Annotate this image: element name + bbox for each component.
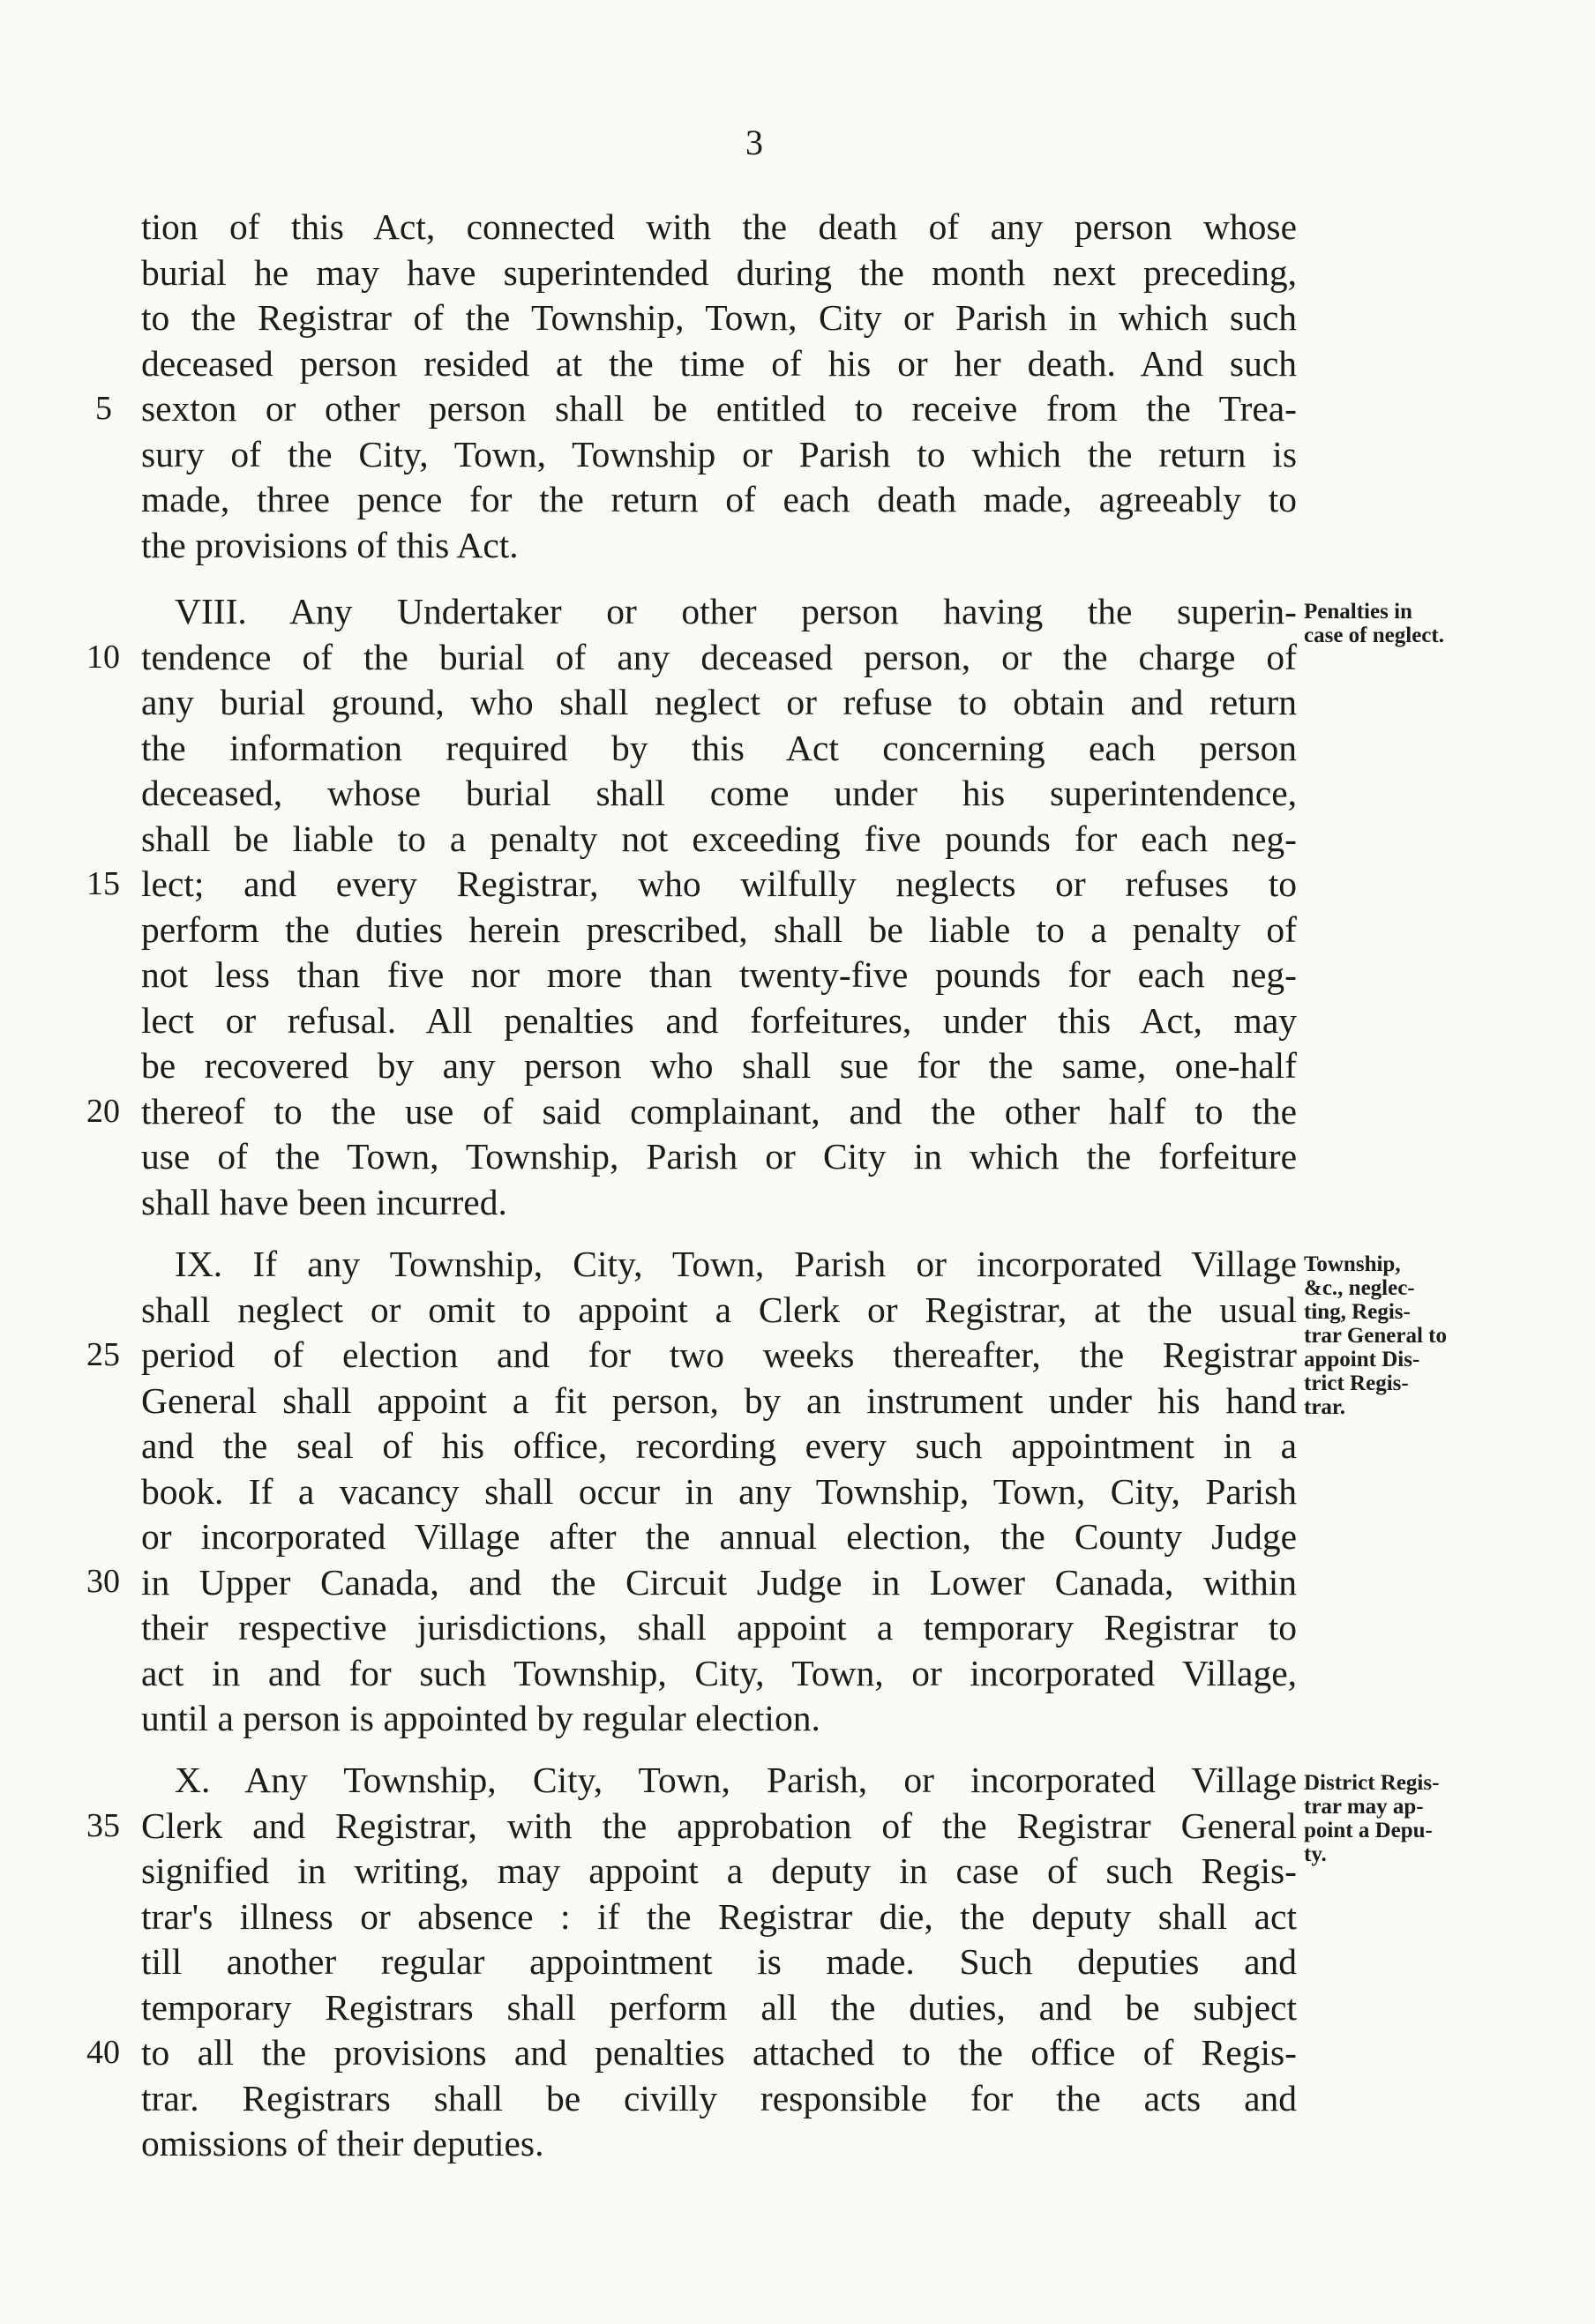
- margin-note-line: Township,: [1304, 1252, 1401, 1276]
- margin-note-line: trar.: [1304, 1395, 1345, 1419]
- section-heading-line: X. Any Township, City, Town, Parish, or incorporated Village: [175, 1760, 1297, 1800]
- text-line: Clerk and Registrar, with the approbation of the Registrar General: [141, 1805, 1297, 1846]
- margin-note-line: case of neglect.: [1304, 624, 1444, 647]
- text-line: sury of the City, Town, Township or Parish to which the return is: [141, 433, 1297, 475]
- text-line: temporary Registrars shall perform all the duties, and be subject: [141, 1986, 1297, 2028]
- section-heading-line: VIII. Any Undertaker or other person having the superin-: [175, 591, 1297, 631]
- text-line: trar. Registrars shall be civilly responsible for the acts and: [141, 2077, 1297, 2119]
- text-line: and the seal of his office, recording every such appointment in a: [141, 1425, 1297, 1466]
- text-line: their respective jurisdictions, shall appoint a temporary Registrar to: [141, 1607, 1297, 1648]
- text-line: deceased person resided at the time of his or her death. And such: [141, 342, 1297, 384]
- text-line: book. If a vacancy shall occur in any Township, Town, City, Parish: [141, 1470, 1297, 1512]
- text-line: signified in writing, may appoint a deputy in case of such Regis-: [141, 1850, 1297, 1891]
- text-line: omissions of their deputies.: [141, 2123, 544, 2163]
- page-number: 3: [745, 123, 763, 162]
- text-line: perform the duties herein prescribed, shall be liable to a penalty of: [141, 908, 1297, 950]
- section-x: [141, 1758, 1297, 2167]
- line-number: 40: [86, 2034, 120, 2071]
- margin-note-line: trict Regis-: [1304, 1371, 1409, 1395]
- section-heading-line: IX. If any Township, City, Town, Parish or incorporated Village: [175, 1244, 1297, 1284]
- text-line: or incorporated Village after the annual election, the County Judge: [141, 1516, 1297, 1557]
- text-line: deceased, whose burial shall come under his superintendence,: [141, 773, 1297, 813]
- text-line: to all the provisions and penalties attached to the office of Regis-: [141, 2032, 1297, 2073]
- margin-note-line: trar General to: [1304, 1324, 1447, 1348]
- margin-note-line: Penalties in: [1304, 600, 1412, 624]
- margin-note-line: point a Depu-: [1304, 1819, 1433, 1842]
- text-line: be recovered by any person who shall sue for the same, one-half: [141, 1045, 1297, 1086]
- margin-note-line: ting, Regis-: [1304, 1300, 1411, 1324]
- text-line: to the Registrar of the Township, Town, City or Parish in which such: [141, 297, 1297, 338]
- text-line: shall be liable to a penalty not exceeding five pounds for each neg-: [141, 818, 1297, 859]
- text-line: General shall appoint a fit person, by an instrument under his hand: [141, 1379, 1297, 1421]
- text-line: the information required by this Act concerning each person: [141, 727, 1297, 768]
- text-line: lect or refusal. All penalties and forfeitures, under this Act, may: [141, 999, 1297, 1041]
- text-line: act in and for such Township, City, Town, or incorporated Village,: [141, 1652, 1297, 1693]
- margin-note-district: [1304, 1771, 1498, 1866]
- margin-note-line: appoint Dis-: [1304, 1348, 1420, 1371]
- text-line: burial he may have superintended during the month next preceding,: [141, 251, 1297, 293]
- section-viii: [141, 589, 1297, 1225]
- text-line: use of the Town, Township, Parish or City in which the forfeiture: [141, 1136, 1297, 1177]
- text-line: until a person is appointed by regular election.: [141, 1698, 820, 1738]
- line-number: 20: [86, 1093, 120, 1130]
- margin-note-line: trar may ap-: [1304, 1795, 1424, 1819]
- line-number: 5: [95, 390, 112, 427]
- line-number: 25: [86, 1336, 120, 1373]
- text-line: the provisions of this Act.: [141, 524, 519, 565]
- section-ix: [141, 1242, 1297, 1742]
- text-line: thereof to the use of said complainant, and the other half to the: [141, 1090, 1297, 1132]
- text-line: lect; and every Registrar, who wilfully neglects or refuses to: [141, 863, 1297, 904]
- text-line: tendence of the burial of any deceased person, or the charge of: [141, 636, 1297, 677]
- text-line: shall have been incurred.: [141, 1181, 507, 1222]
- text-line: not less than five nor more than twenty-five pounds for each neg-: [141, 954, 1297, 995]
- margin-note-line: &c., neglec-: [1304, 1276, 1415, 1300]
- margin-note-line: ty.: [1304, 1842, 1327, 1866]
- text-line: made, three pence for the return of each death made, agreeably to: [141, 479, 1297, 519]
- text-line: any burial ground, who shall neglect or refuse to obtain and return: [141, 682, 1297, 722]
- text-line: trar's illness or absence : if the Registrar die, the deputy shall act: [141, 1895, 1297, 1937]
- line-number: 35: [86, 1807, 120, 1844]
- text-line: sexton or other person shall be entitled to receive from the Trea-: [141, 388, 1297, 429]
- text-line: tion of this Act, connected with the death of any person whose: [141, 206, 1297, 247]
- text-line: in Upper Canada, and the Circuit Judge in Lower Canada, within: [141, 1561, 1297, 1603]
- margin-note-line: District Regis-: [1304, 1771, 1440, 1795]
- continuation-paragraph: [141, 205, 1297, 568]
- text-line: shall neglect or omit to appoint a Clerk or Registrar, at the usual: [141, 1289, 1297, 1330]
- line-number: 30: [86, 1563, 120, 1600]
- text-line: till another regular appointment is made. Such deputies and: [141, 1941, 1297, 1982]
- margin-note-penalties: [1304, 600, 1498, 647]
- margin-note-township: [1304, 1252, 1498, 1419]
- line-number: 15: [86, 865, 120, 902]
- text-line: period of election and for two weeks thereafter, the Registrar: [141, 1334, 1297, 1375]
- line-number: 10: [86, 639, 120, 676]
